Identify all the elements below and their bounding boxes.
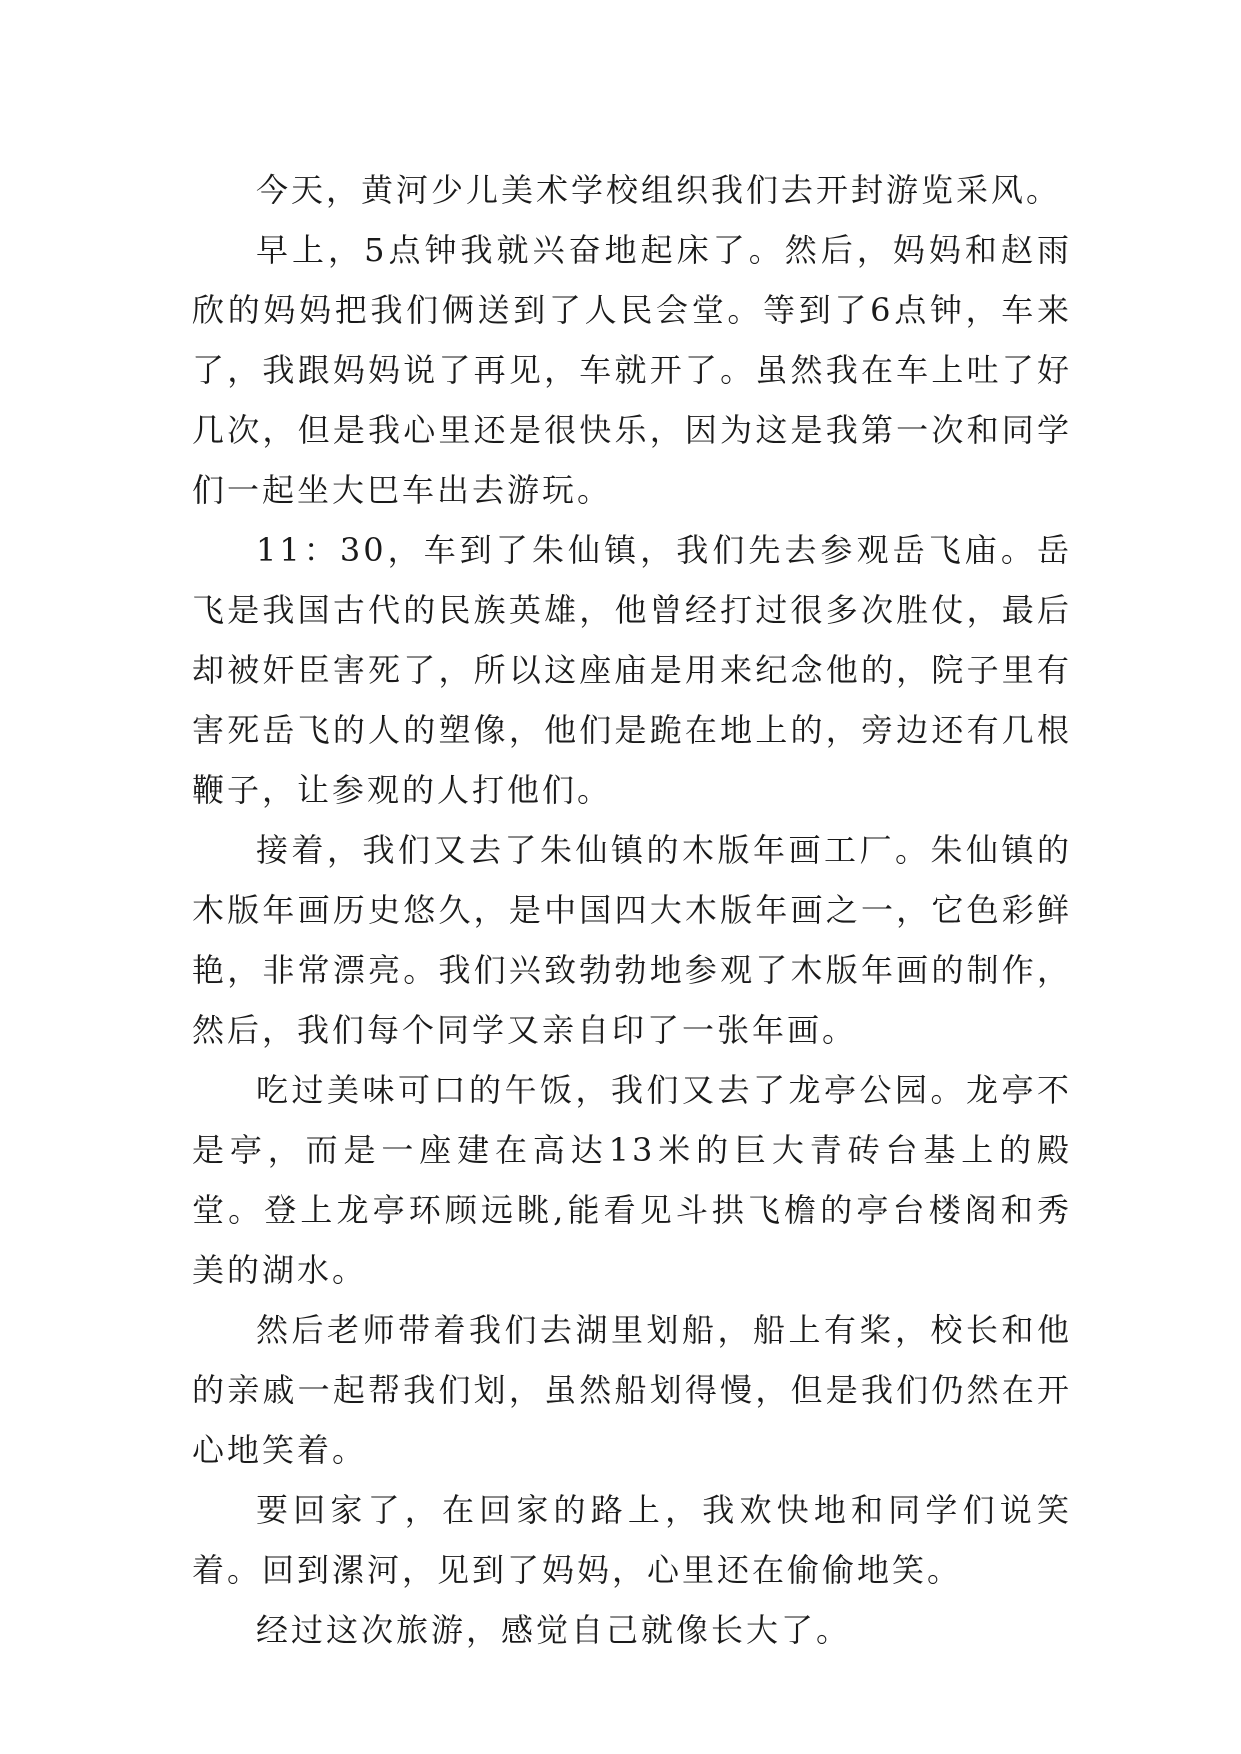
paragraph-conclusion: 经过这次旅游，感觉自己就像长大了。 (256, 1611, 852, 1649)
paragraph-going-home: 要回家了，在回家的路上，我欢快地和同学们说笑着。回到漯河，见到了妈妈，心里还在偷偷地笑。 (192, 1491, 1072, 1589)
document-body (192, 160, 1072, 1660)
paragraph-woodblock-factory: 接着，我们又去了朱仙镇的木版年画工厂。朱仙镇的木版年画历史悠久，是中国四大木版年画之一，它色彩鲜艳，非常漂亮。我们兴致勃勃地参观了木版年画的制作，然后，我们每个同学又亲自印了一张年画。 (192, 831, 1072, 1049)
paragraph-longting-park: 吃过美味可口的午饭，我们又去了龙亭公园。龙亭不是亭，而是一座建在高达13米的巨大青砖台基上的殿堂。登上龙亭环顾远眺,能看见斗拱飞檐的亭台楼阁和秀美的湖水。 (192, 1071, 1072, 1289)
paragraph-boating: 然后老师带着我们去湖里划船，船上有桨，校长和他的亲戚一起帮我们划，虽然船划得慢，但是我们仍然在开心地笑着。 (192, 1311, 1072, 1469)
paragraph-intro: 今天，黄河少儿美术学校组织我们去开封游览采风。 (256, 171, 1062, 209)
paragraph-morning: 早上，5点钟我就兴奋地起床了。然后，妈妈和赵雨欣的妈妈把我们俩送到了人民会堂。等到了6点钟，车来了，我跟妈妈说了再见，车就开了。虽然我在车上吐了好几次，但是我心里还是很快乐，因为这是我第一次和同学们一起坐大巴车出去游玩。 (192, 231, 1072, 509)
paragraph-yuefei-temple: 11：30，车到了朱仙镇，我们先去参观岳飞庙。岳飞是我国古代的民族英雄，他曾经打过很多次胜仗，最后却被奸臣害死了，所以这座庙是用来纪念他的，院子里有害死岳飞的人的塑像，他们是跪在地上的，旁边还有几根鞭子，让参观的人打他们。 (192, 531, 1072, 809)
